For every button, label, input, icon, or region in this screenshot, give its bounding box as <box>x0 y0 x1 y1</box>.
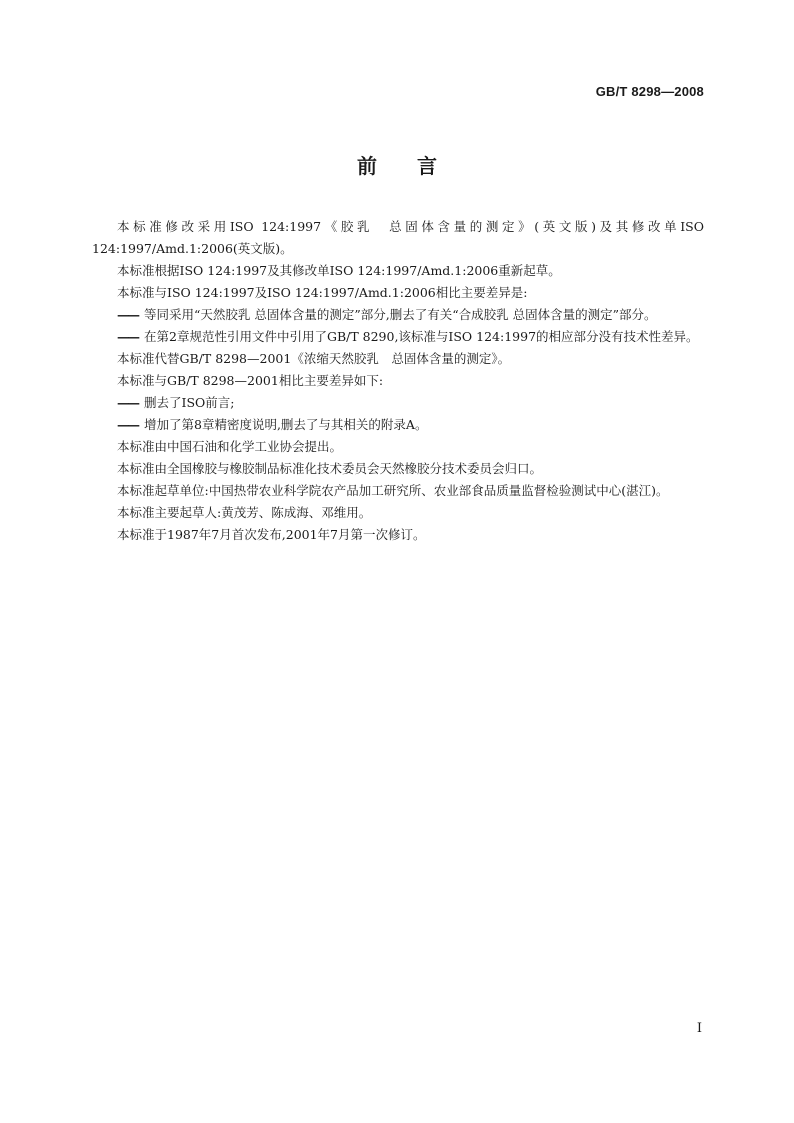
list-item-text: 增加了第8章精密度说明,删去了与其相关的附录A。 <box>144 417 428 432</box>
paragraph: 本标准与GB/T 8298—2001相比主要差异如下: <box>117 373 384 388</box>
dash-marker: —— <box>117 329 138 344</box>
paragraph: 本标准由中国石油和化学工业协会提出。 <box>117 439 343 454</box>
paragraph: 本标准根据ISO 124:1997及其修改单ISO 124:1997/Amd.1:2006重新起草。 <box>117 263 561 278</box>
list-item <box>92 326 704 348</box>
dash-marker: —— <box>117 307 138 322</box>
list-item-text: 等同采用“天然胶乳 总固体含量的测定”部分,删去了有关“合成胶乳 总固体含量的测定”部分。 <box>144 307 657 322</box>
list-item <box>92 392 704 414</box>
list-item-text: 在第2章规范性引用文件中引用了GB/T 8290,该标准与ISO 124:1997的相应部分没有技术性差异。 <box>144 329 699 344</box>
list-item-text: 删去了ISO前言; <box>144 395 235 410</box>
page-number: I <box>696 1021 702 1036</box>
paragraph: 本标准修改采用ISO 124:1997《胶乳 总固体含量的测定》(英文版)及其修改单ISO 124:1997/Amd.1:2006(英文版)。 <box>92 219 704 256</box>
paragraph: 本标准主要起草人:黄茂芳、陈成海、邓维用。 <box>117 505 372 520</box>
standard-code: GB/T 8298—2008 <box>595 84 704 99</box>
paragraph: 本标准于1987年7月首次发布,2001年7月第一次修订。 <box>117 527 426 542</box>
list-item <box>92 414 704 436</box>
paragraph: 本标准起草单位:中国热带农业科学院农产品加工研究所、农业部食品质量监督检验测试中心(湛江)。 <box>117 483 669 498</box>
dash-marker: —— <box>117 395 138 410</box>
paragraph: 本标准代替GB/T 8298—2001《浓缩天然胶乳 总固体含量的测定》。 <box>117 351 511 366</box>
list-item <box>92 304 704 326</box>
foreword-body <box>92 216 704 546</box>
paragraph: 本标准由全国橡胶与橡胶制品标准化技术委员会天然橡胶分技术委员会归口。 <box>117 461 543 476</box>
page-title: 前言 <box>357 154 477 178</box>
dash-marker: —— <box>117 417 138 432</box>
paragraph: 本标准与ISO 124:1997及ISO 124:1997/Amd.1:2006相比主要差异是: <box>117 285 528 300</box>
